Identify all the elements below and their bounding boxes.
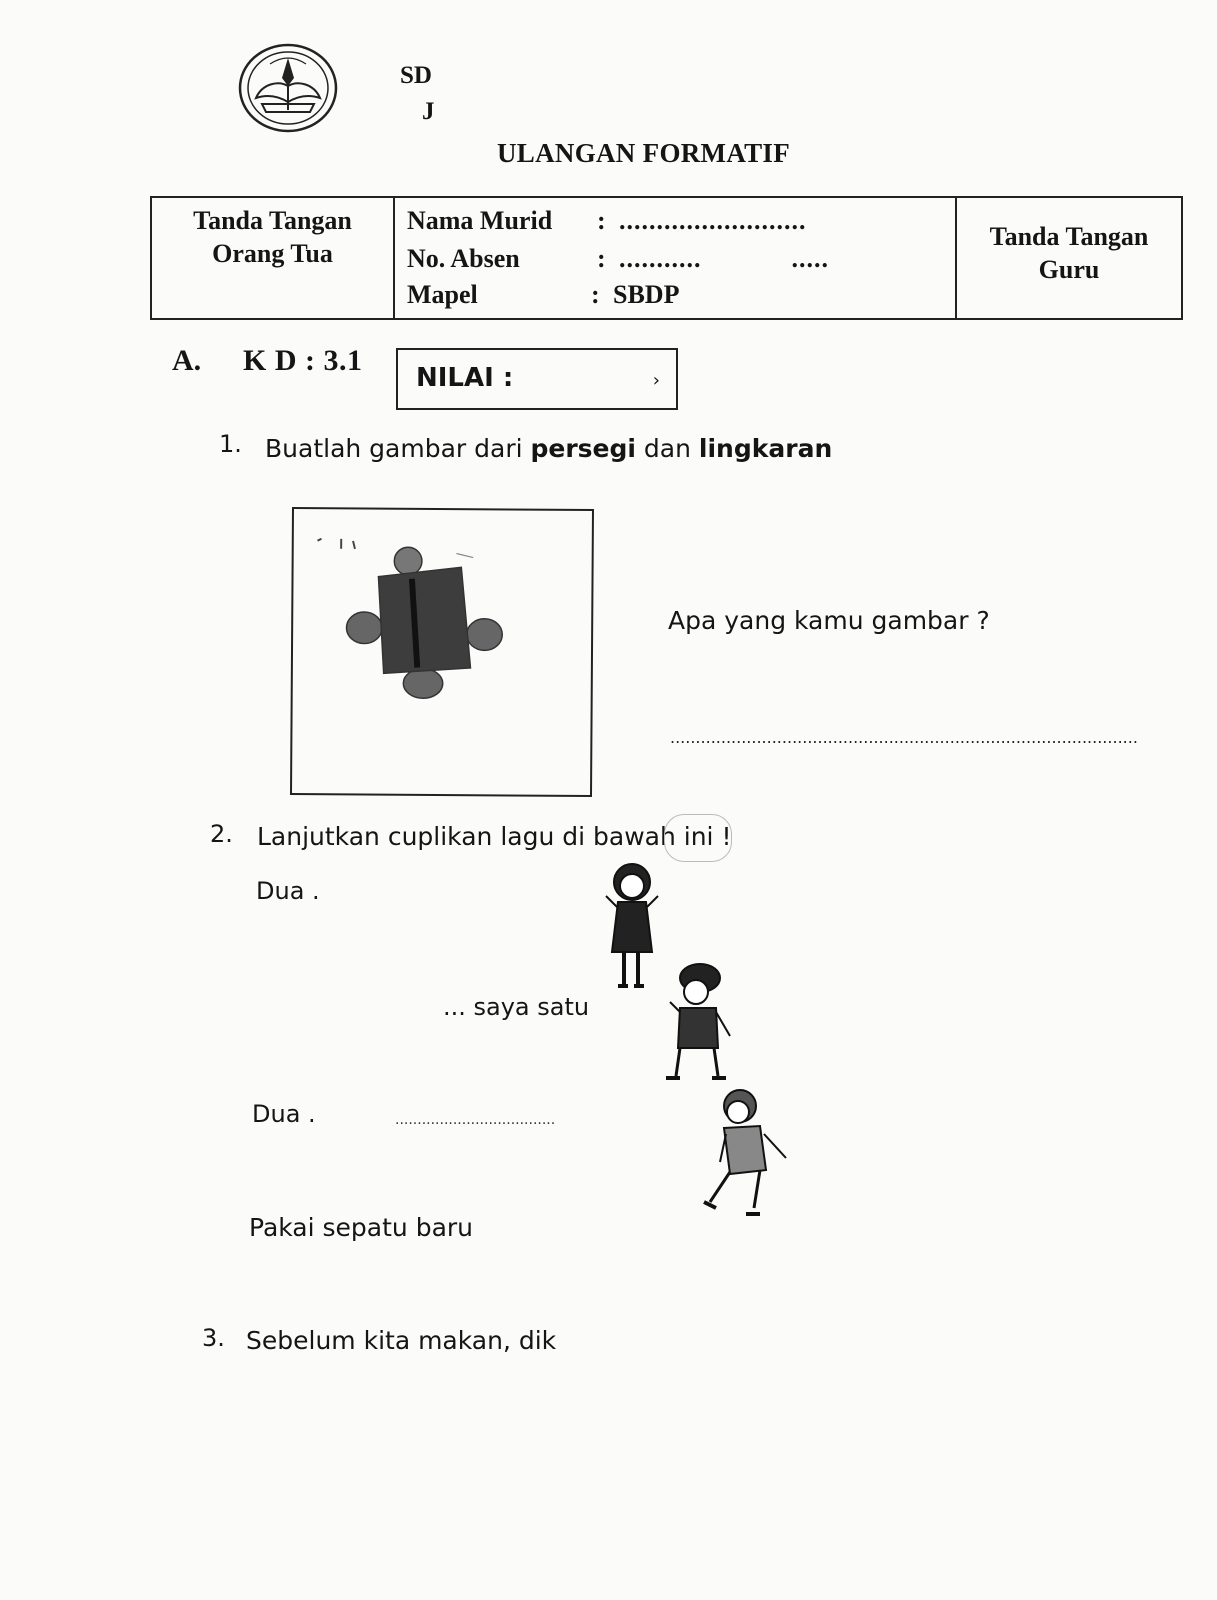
section-kd: K D : 3.1 [243, 344, 363, 377]
question-number: 2. [210, 820, 233, 848]
field-colon: : [591, 280, 600, 309]
children-illustration [580, 852, 810, 1232]
field-label: Mapel [407, 280, 478, 309]
song-line: Dua . [256, 877, 320, 905]
field-colon: : [597, 244, 606, 273]
drawing-box[interactable] [290, 507, 594, 797]
question-text-part: Buatlah gambar dari [265, 434, 531, 463]
field-colon: : [597, 206, 606, 235]
question-text-bold: lingkaran [698, 434, 833, 463]
question-number: 3. [202, 1324, 225, 1352]
subject-row [407, 278, 679, 312]
field-label: No. Absen [407, 244, 520, 273]
student-drawing [292, 509, 592, 795]
parent-signature-label: Tanda Tangan [193, 206, 352, 235]
school-name-line2: J [422, 98, 435, 125]
question-1-text [265, 434, 832, 463]
student-info-table [150, 196, 1183, 320]
song-line: Pakai sepatu baru [249, 1213, 474, 1242]
song-line: Dua . [252, 1100, 316, 1128]
question-text-bold: persegi [530, 434, 636, 463]
attendance-number-field[interactable]: ........... ..... [619, 244, 829, 273]
student-name-row [407, 204, 807, 238]
score-label: NILAI : [416, 363, 514, 393]
question-1-answer-field[interactable]: ............................................................................................ [670, 728, 1138, 747]
question-number: 1. [219, 430, 242, 458]
song-blank-field[interactable]: .................................... [395, 1112, 556, 1128]
teacher-signature-label: Guru [1038, 255, 1100, 284]
song-line: ... saya satu [443, 993, 590, 1021]
student-fields-cell [393, 196, 955, 320]
document-title: ULANGAN FORMATIF [497, 138, 791, 168]
question-text-part: dan [635, 434, 699, 463]
parent-signature-cell [150, 196, 393, 320]
student-name-field[interactable]: ......................... [619, 206, 807, 235]
tut-wuri-handayani-logo [238, 42, 342, 136]
score-box [396, 348, 678, 410]
attendance-number-row [407, 242, 829, 276]
score-mark: › [652, 370, 660, 391]
parent-signature-label: Orang Tua [212, 239, 333, 268]
question-1-prompt: Apa yang kamu gambar ? [668, 606, 990, 635]
teacher-signature-cell [955, 196, 1183, 320]
question-3-text: Sebelum kita makan, dik [246, 1326, 557, 1355]
teacher-signature-label: Tanda Tangan [989, 222, 1149, 251]
section-letter: A. [172, 344, 202, 377]
subject-value: SBDP [613, 280, 680, 309]
school-name-line1: SD [400, 62, 432, 89]
question-2-text: Lanjutkan cuplikan lagu di bawah ini ! [257, 822, 732, 851]
field-label: Nama Murid [407, 206, 553, 235]
